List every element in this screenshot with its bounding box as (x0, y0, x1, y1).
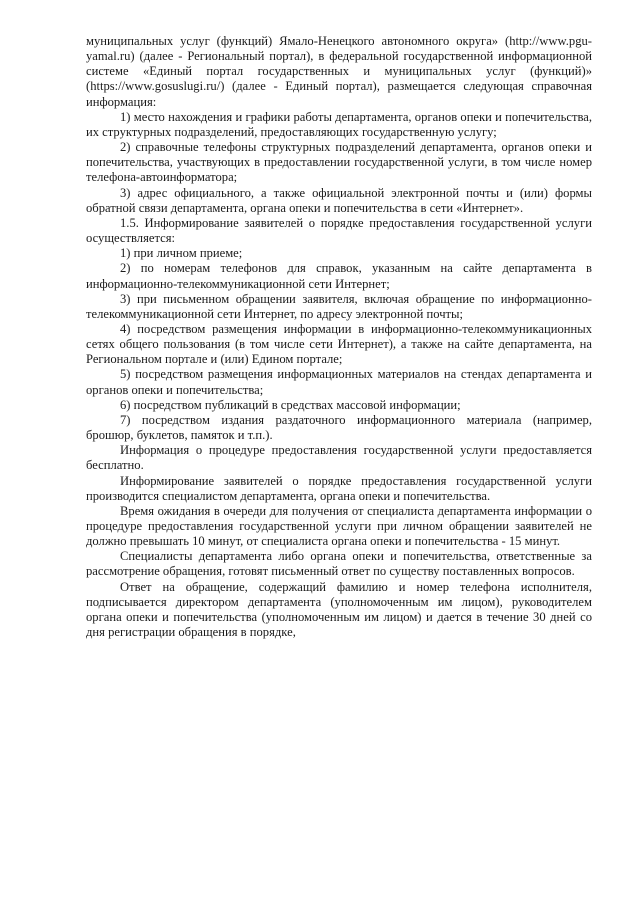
list-item-written: 3) при письменном обращении заявителя, включая обращение по информационно-телекоммуникационной сети Интернет, по адресу электронной почты; (86, 291, 592, 321)
paragraph-specialist: Информирование заявителей о порядке предоставления государственной услуги производится специалистом департамента, органа опеки и попечительства. (86, 473, 592, 503)
list-item-phones: 2) справочные телефоны структурных подразделений департамента, органов опеки и попечительства, участвующих в предоставлении государственной услуги, в том числе номер телефона-автоинформатора; (86, 140, 592, 185)
list-item-networks: 4) посредством размещения информации в информационно-телекоммуникационных сетях общего пользования (в том числе сети Интернет), а также на сайте департамента, на Региональном портале и (или) Едином портале; (86, 321, 592, 367)
document-page (86, 34, 592, 640)
list-item-media: 6) посредством публикаций в средствах массовой информации; (120, 397, 461, 412)
paragraph-waiting-time: Время ожидания в очереди для получения от специалиста департамента информации о процедуре предоставления государственной услуги при личном обращении заявителей не должно превышать 10 минут, от специалиста органа опеки и попечительства - 15 минут. (86, 503, 592, 549)
list-item-personal: 1) при личном приеме; (120, 246, 243, 261)
section-1-5-heading: 1.5. Информирование заявителей о порядке предоставления государственной услуги осуществляется: (86, 215, 592, 246)
paragraph-written-answer: Специалисты департамента либо органа опеки и попечительства, ответственные за рассмотрение обращения, готовят письменный ответ по существу поставленных вопросов. (86, 549, 592, 579)
paragraph-portals-info: муниципальных услуг (функций) Ямало-Ненецкого автономного округа» (http://www.pgu-yamal.ru) (далее - Региональный портал), в федеральной государственной информационной системе «Единый портал государственных и муниципальных услуг (функций)» (https://www.gosuslugi.ru/) (далее - Единый портал), размещается следующая справочная информация: (86, 34, 592, 109)
list-item-stands: 5) посредством размещения информационных материалов на стендах департамента и органов опеки и попечительства; (86, 367, 592, 397)
list-item-phone-numbers: 2) по номерам телефонов для справок, указанным на сайте департамента в информационно-телекоммуникационной сети Интернет; (86, 261, 592, 291)
paragraph-answer-signature: Ответ на обращение, содержащий фамилию и номер телефона исполнителя, подписывается директором департамента (уполномоченным им лицом), руководителем органа опеки и попечительства (уполномоченным им лицом) и дается в течение 30 дней со дня регистрации обращения в порядке, (86, 579, 592, 640)
list-item-location: 1) место нахождения и графики работы департамента, органов опеки и попечительства, их структурных подразделений, предоставляющих государственную услугу; (86, 109, 592, 139)
list-item-address: 3) адрес официального, а также официальной электронной почты и (или) формы обратной связи департамента, органа опеки и попечительства в сети «Интернет». (86, 185, 592, 215)
paragraph-free-info: Информация о процедуре предоставления государственной услуги предоставляется бесплатно. (86, 443, 592, 473)
list-item-handouts: 7) посредством издания раздаточного информационного материала (например, брошюр, буклетов, памяток и т.п.). (86, 412, 592, 443)
